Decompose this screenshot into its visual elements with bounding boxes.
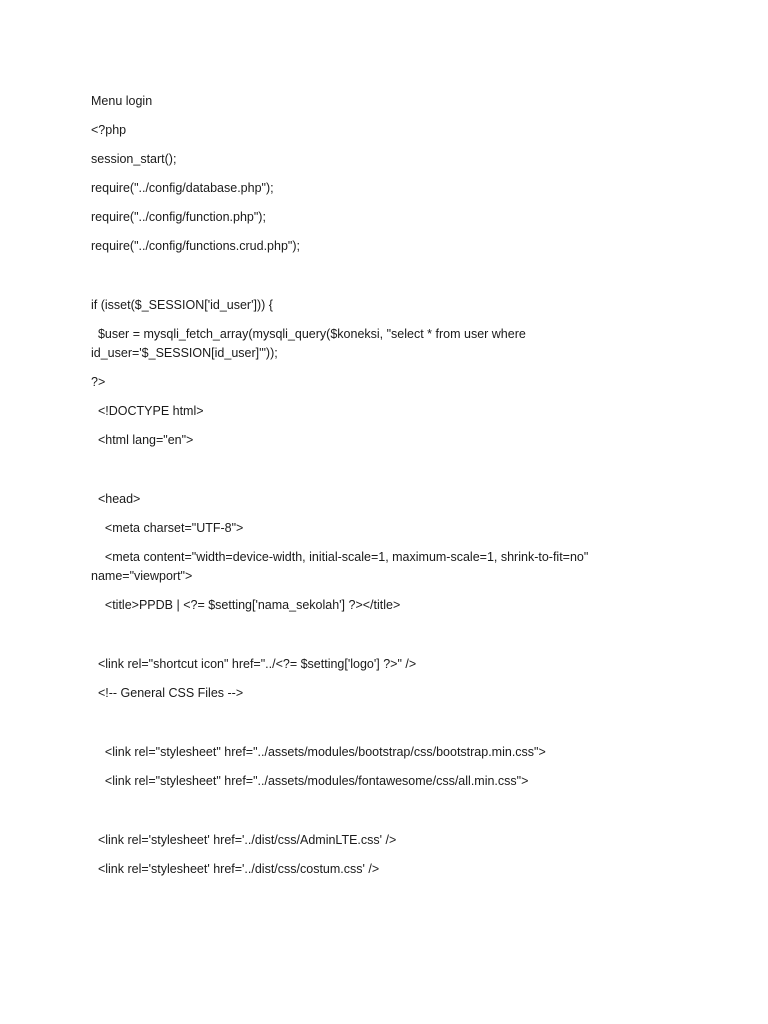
blank-line [91,460,691,480]
code-line: <link rel='stylesheet' href='../dist/css/costum.css' /> [91,862,380,876]
code-line: <!DOCTYPE html> [91,404,204,418]
code-line: <meta content="width=device-width, initial-scale=1, maximum-scale=1, shrink-to-fit=no" name="viewport"> [91,550,592,583]
code-line: <title>PPDB | <?= $setting['nama_sekolah'] ?></title> [91,598,401,612]
code-line: require("../config/function.php"); [91,210,266,224]
code-line: <!-- General CSS Files --> [91,686,244,700]
code-line: <head> [91,492,141,506]
code-line: ?> [91,375,106,389]
blank-line [91,713,691,733]
code-line: $user = mysqli_fetch_array(mysqli_query($koneksi, "select * from user where id_user='$_SESSION[id_user]'")); [91,327,530,360]
code-line: <?php [91,123,127,137]
code-line: <meta charset="UTF-8"> [91,521,244,535]
blank-line [91,266,691,286]
code-line: require("../config/database.php"); [91,181,274,195]
code-listing [91,92,691,889]
blank-line [91,801,691,821]
blank-line [91,625,691,645]
code-line: require("../config/functions.crud.php"); [91,239,300,253]
code-line: session_start(); [91,152,177,166]
code-line: <html lang="en"> [91,433,194,447]
code-line: <link rel="stylesheet" href="../assets/modules/bootstrap/css/bootstrap.min.css"> [91,745,546,759]
code-line: <link rel="shortcut icon" href="../<?= $setting['logo'] ?>" /> [91,657,417,671]
heading-menu-login: Menu login [91,94,153,108]
code-line: <link rel='stylesheet' href='../dist/css/AdminLTE.css' /> [91,833,397,847]
code-line: <link rel="stylesheet" href="../assets/modules/fontawesome/css/all.min.css"> [91,774,529,788]
code-line: if (isset($_SESSION['id_user'])) { [91,298,273,312]
